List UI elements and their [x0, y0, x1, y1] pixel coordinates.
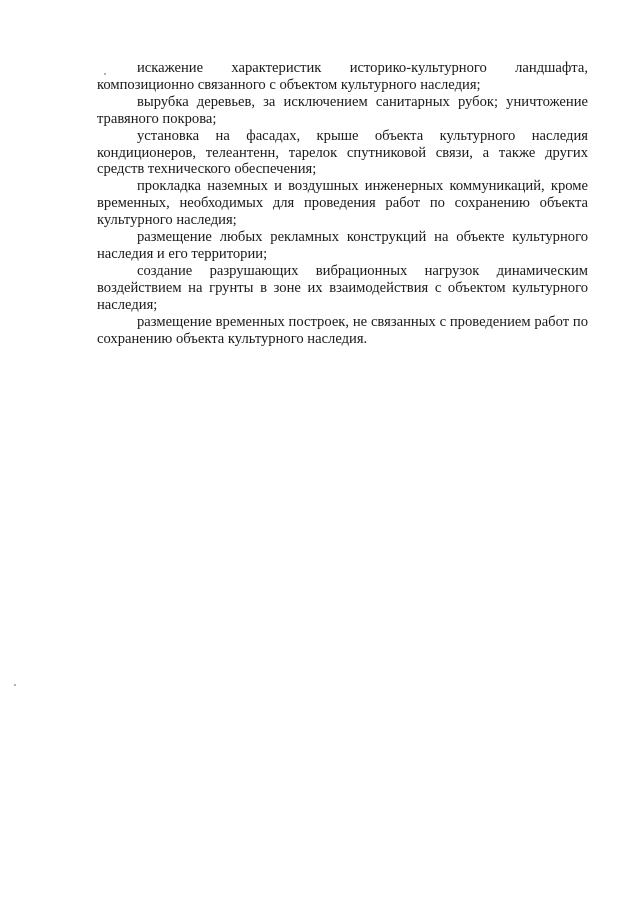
list-item-utility-lines: прокладка наземных и воздушных инженерных коммуникаций, кроме временных, необходимых для проведения работ по сохранению объекта культурного наследия; — [97, 178, 588, 229]
list-item-temporary-buildings: размещение временных построек, не связанных с проведением работ по сохранению объекта культурного наследия. — [97, 313, 588, 347]
scan-artifact-dot — [14, 684, 16, 686]
list-item-vibration-loads: создание разрушающих вибрационных нагрузок динамическим воздействием на грунты в зоне их взаимодействия с объектом культурного наследия; — [97, 262, 588, 313]
list-item-equipment-installation: установка на фасадах, крыше объекта культурного наследия кондиционеров, телеантенн, тарелок спутниковой связи, а также других средств технического обеспечения; — [97, 127, 588, 178]
list-item-landscape-distortion: искажение характеристик историко-культурного ландшафта, композиционно связанного с объектом культурного наследия; — [97, 60, 588, 93]
list-item-advertising: размещение любых рекламных конструкций на объекте культурного наследия и его территории; — [97, 229, 588, 262]
document-body — [97, 60, 588, 347]
list-item-tree-felling: вырубка деревьев, за исключением санитарных рубок; уничтожение травяного покрова; — [97, 93, 588, 127]
